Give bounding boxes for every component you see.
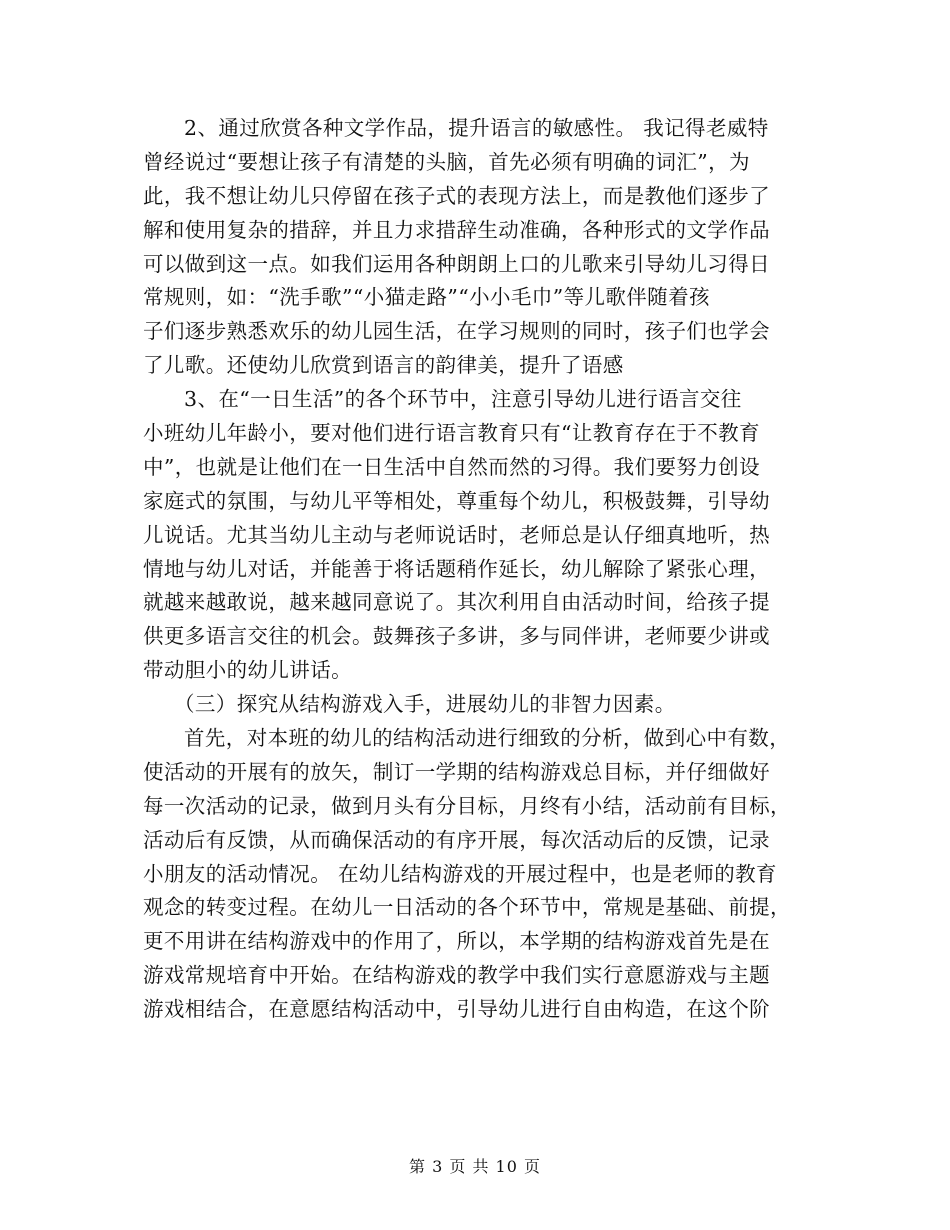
text-line: 首先，对本班的幼儿的结构活动进行细致的分析，做到心中有数， <box>184 726 791 751</box>
text-line: 使活动的开展有的放矢，制订一学期的结构游戏总目标，并仔细做好 <box>143 759 770 784</box>
text-line: 活动后有反馈，从而确保活动的有序开展，每次活动后的反馈，记录 <box>143 827 770 852</box>
text-line: 解和使用复杂的措辞，并且力求措辞生动准确，各种形式的文学作品 <box>143 217 770 242</box>
text-line: 2、通过欣赏各种文学作品，提升语言的敏感性。 我记得老威特 <box>184 116 769 140</box>
text-line: 小朋友的活动情况。 在幼儿结构游戏的开展过程中，也是老师的教育 <box>143 861 777 886</box>
text-line: 情地与幼儿对话，并能善于将话题稍作延长，幼儿解除了紧张心理， <box>143 556 770 581</box>
text-line: 家庭式的氛围，与幼儿平等相处，尊重每个幼儿，积极鼓舞，引导幼 <box>143 488 770 513</box>
body-text <box>143 112 808 1027</box>
text-line: 供更多语言交往的机会。鼓舞孩子多讲，多与同伴讲，老师要少讲或 <box>143 624 770 649</box>
text-line: 更不用讲在结构游戏中的作用了，所以，本学期的结构游戏首先是在 <box>143 929 770 954</box>
text-line: 观念的转变过程。在幼儿一日活动的各个环节中，常规是基础、前提， <box>143 895 791 920</box>
page-footer: 第 3 页 共 10 页 <box>409 1157 541 1176</box>
text-line: 儿说话。尤其当幼儿主动与老师说话时，老师总是认仔细真地听，热 <box>143 522 770 547</box>
text-line: 常规则，如：“洗手歌”“小猫走路”“小小毛巾”等儿歌伴随着孩 <box>143 285 710 310</box>
text-line: （三）探究从结构游戏入手，进展幼儿的非智力因素。 <box>174 692 676 717</box>
text-line: 子们逐步熟悉欢乐的幼儿园生活，在学习规则的同时，孩子们也学会 <box>143 319 770 344</box>
text-line: 游戏常规培育中开始。在结构游戏的教学中我们实行意愿游戏与主题 <box>143 963 770 988</box>
text-line: 就越来越敢说，越来越同意说了。其次利用自由活动时间，给孩子提 <box>143 590 770 615</box>
text-line: 可以做到这一点。如我们运用各种朗朗上口的儿歌来引导幼儿习得日 <box>143 251 770 276</box>
text-line: 了儿歌。还使幼儿欣赏到语言的韵律美，提升了语感 <box>143 353 624 378</box>
text-line: 此，我不想让幼儿只停留在孩子式的表现方法上，而是教他们逐步了 <box>143 183 770 208</box>
text-line: 小班幼儿年龄小，要对他们进行语言教育只有“让教育存在于不教育 <box>143 421 760 446</box>
text-line: 游戏相结合，在意愿结构活动中，引导幼儿进行自由构造，在这个阶 <box>143 997 770 1022</box>
text-line: 3、在“一日生活”的各个环节中，注意引导幼儿进行语言交往 <box>184 387 742 412</box>
text-line: 曾经说过“要想让孩子有清楚的头脑，首先必须有明确的词汇”，为 <box>143 149 750 174</box>
text-line: 每一次活动的记录，做到月头有分目标，月终有小结，活动前有目标， <box>143 793 791 818</box>
text-line: 中”，也就是让他们在一日生活中自然而然的习得。我们要努力创设 <box>143 454 760 479</box>
text-line: 带动胆小的幼儿讲话。 <box>143 658 352 683</box>
